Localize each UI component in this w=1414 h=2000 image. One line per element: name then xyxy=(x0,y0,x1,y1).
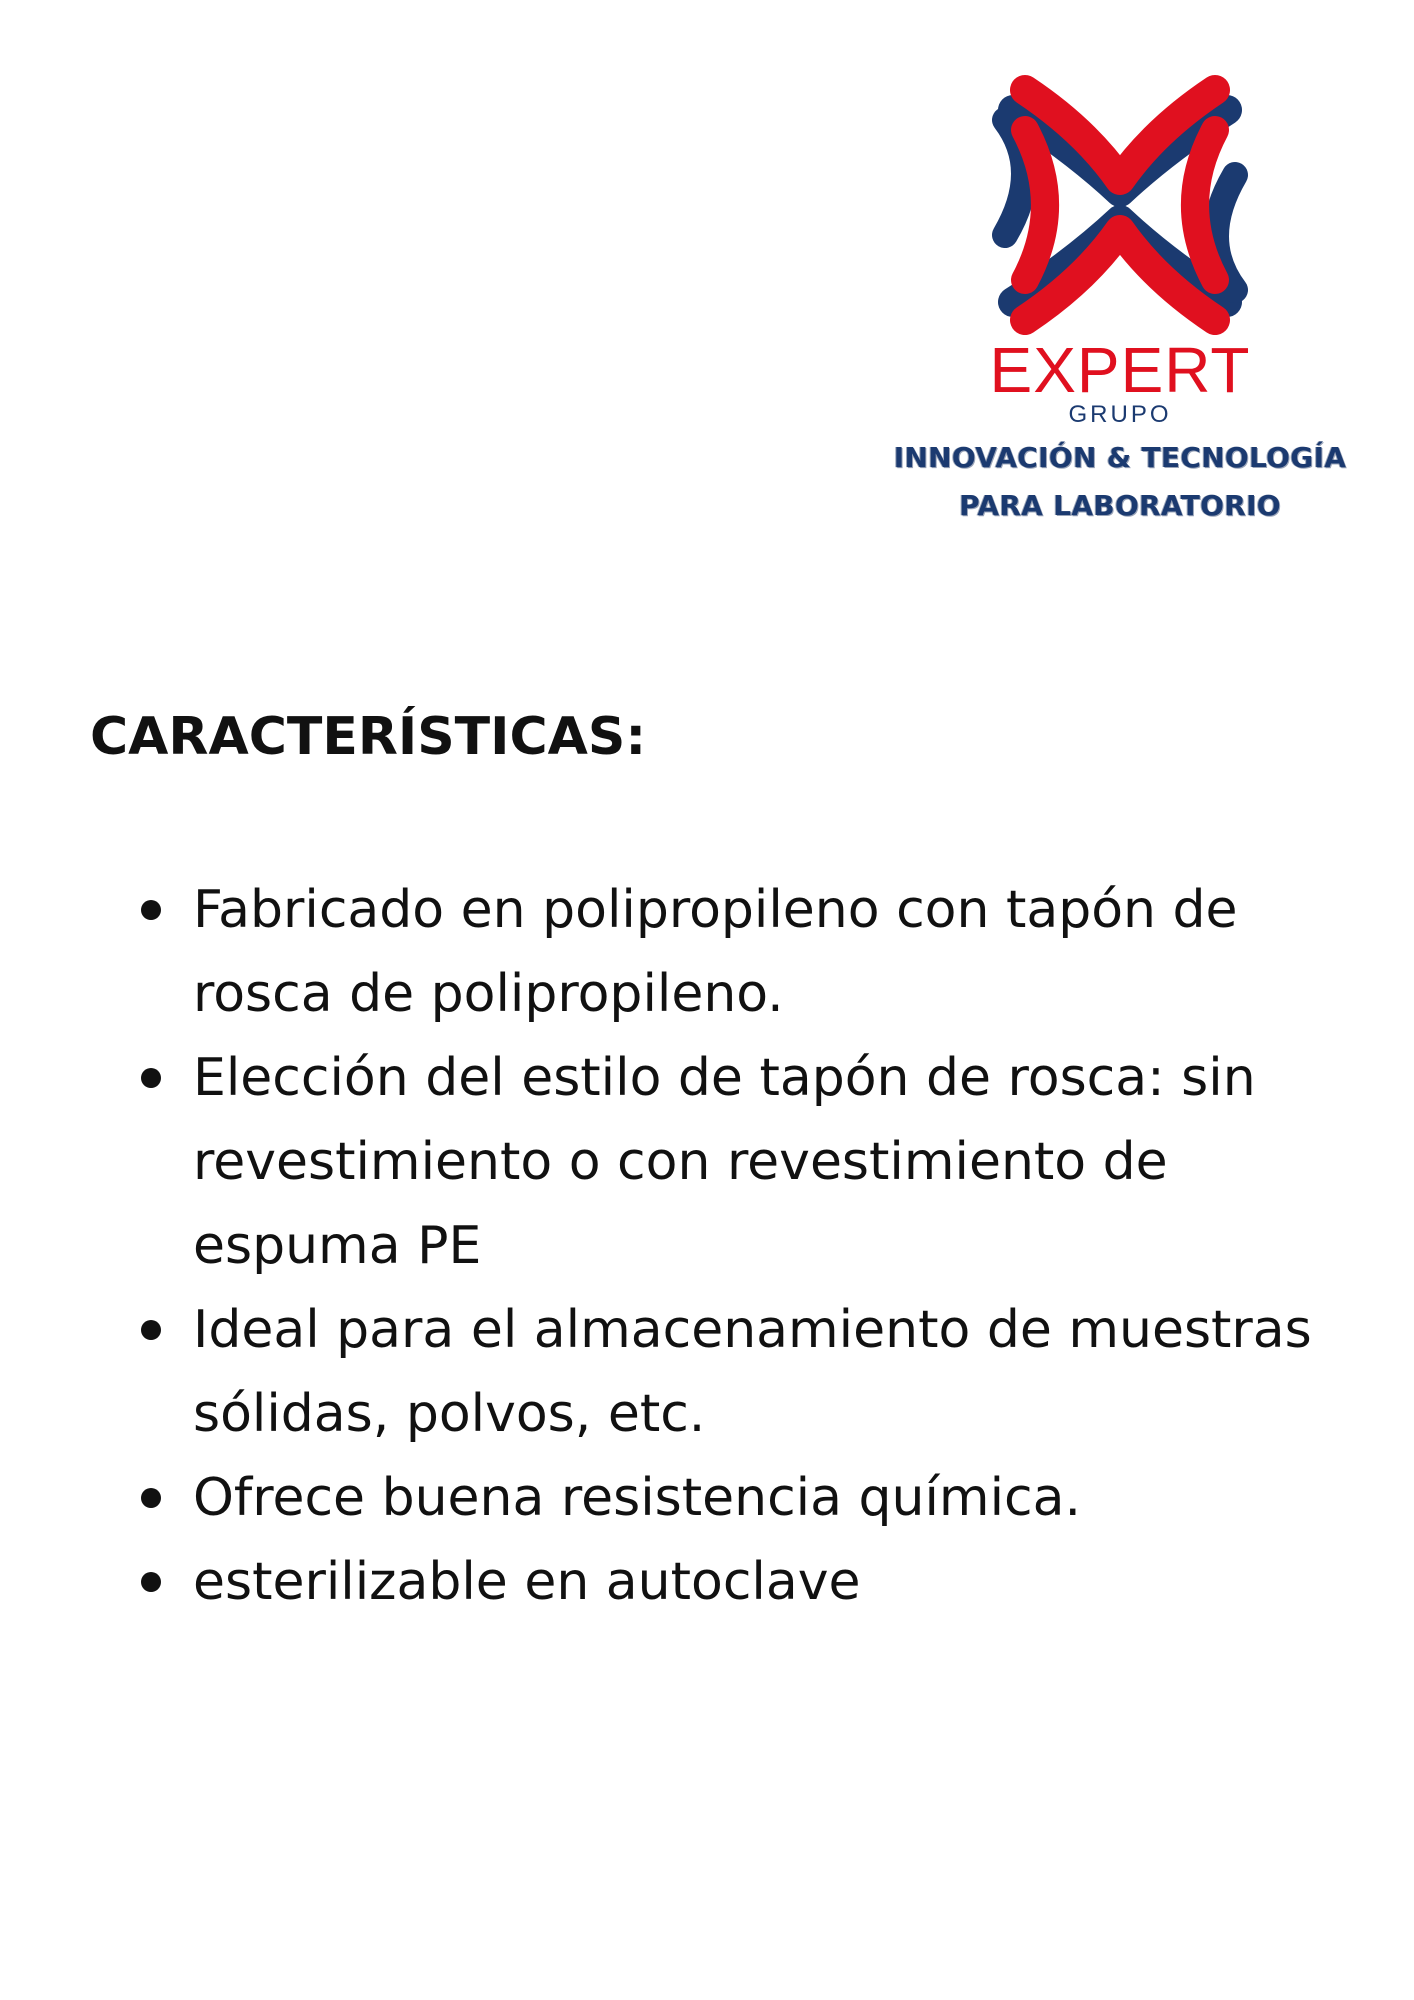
bullet-icon xyxy=(141,1488,161,1508)
x-logo-icon xyxy=(985,70,1255,340)
list-item-text: esterilizable en autoclave xyxy=(193,1552,861,1612)
brand-tagline-line1: INNOVACIÓN & TECNOLOGÍA xyxy=(893,441,1347,474)
list-item xyxy=(193,1036,1313,1288)
list-item-text: Ideal para el almacenamiento de muestras sólidas, polvos, etc. xyxy=(193,1300,1312,1444)
page-title: CARACTERÍSTICAS: xyxy=(90,707,647,767)
bullet-icon xyxy=(141,900,161,920)
list-item-text: Elección del estilo de tapón de rosca: sin revestimiento o con revestimiento de espuma PE xyxy=(193,1048,1256,1276)
bullet-icon xyxy=(141,1320,161,1340)
brand-logo xyxy=(860,70,1380,530)
list-item xyxy=(193,1540,1313,1624)
bullet-icon xyxy=(141,1068,161,1088)
brand-tagline-line2: PARA LABORATORIO xyxy=(959,489,1281,522)
list-item-text: Ofrece buena resistencia química. xyxy=(193,1468,1082,1528)
features-list xyxy=(193,868,1313,1624)
brand-name: EXPERT xyxy=(989,334,1251,406)
bullet-icon xyxy=(141,1572,161,1592)
brand-sub: GRUPO xyxy=(1068,401,1172,428)
list-item xyxy=(193,1288,1313,1456)
brand-tagline xyxy=(860,434,1380,530)
list-item xyxy=(193,1456,1313,1540)
list-item-text: Fabricado en polipropileno con tapón de rosca de polipropileno. xyxy=(193,880,1238,1024)
list-item xyxy=(193,868,1313,1036)
